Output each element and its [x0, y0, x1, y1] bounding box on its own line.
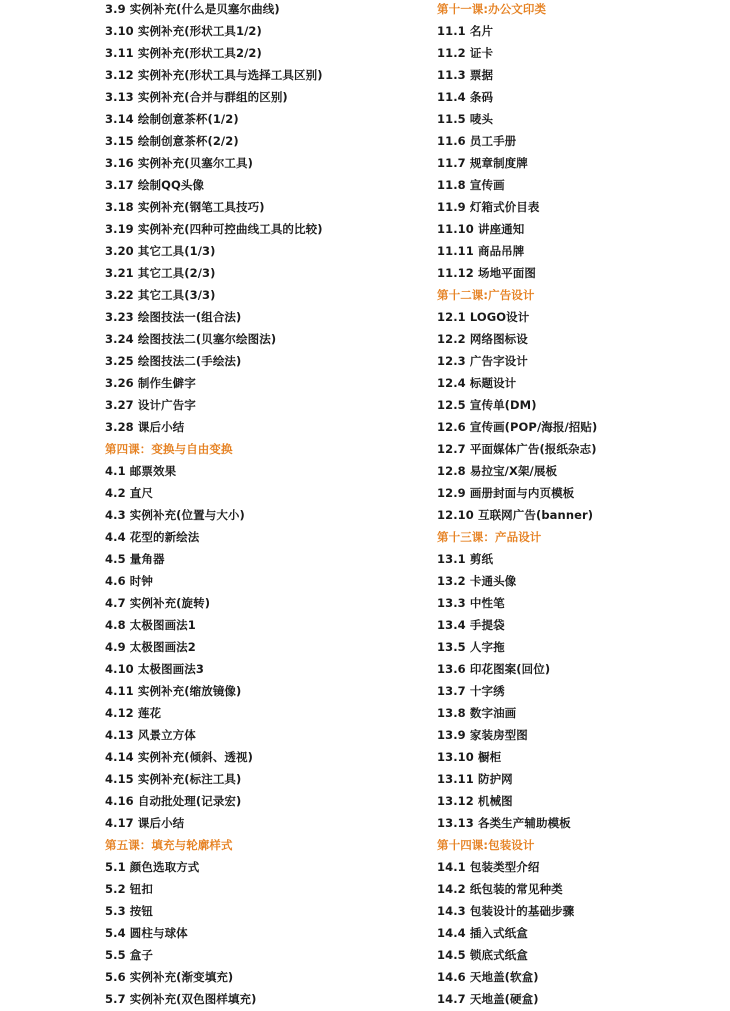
- list-item: 13.6 印花图案(回位): [437, 662, 551, 676]
- list-item: 13.5 人字拖: [437, 640, 505, 654]
- list-item: 3.17 绘制QQ头像: [105, 178, 205, 192]
- list-item: 4.12 莲花: [105, 706, 162, 720]
- list-item: 12.6 宣传画(POP/海报/招贴): [437, 420, 598, 434]
- section-heading: 第五课：填充与轮廓样式: [105, 838, 233, 852]
- list-item: 3.21 其它工具(2/3): [105, 266, 216, 280]
- list-item: 11.9 灯箱式价目表: [437, 200, 540, 214]
- list-item: 3.23 绘图技法一(组合法): [105, 310, 242, 324]
- list-item: 5.6 实例补充(渐变填充): [105, 970, 234, 984]
- list-item: 13.13 各类生产辅助模板: [437, 816, 571, 830]
- list-item: 13.1 剪纸: [437, 552, 494, 566]
- list-item: 14.3 包装设计的基础步骤: [437, 904, 575, 918]
- list-item: 3.14 绘制创意茶杯(1/2): [105, 112, 239, 126]
- list-item: 13.3 中性笔: [437, 596, 505, 610]
- list-item: 14.5 锁底式纸盒: [437, 948, 528, 962]
- list-item: 14.7 天地盖(硬盒): [437, 992, 539, 1006]
- list-item: 4.13 风景立方体: [105, 728, 196, 742]
- section-heading: 第十三课：产品设计: [437, 530, 542, 544]
- list-item: 13.2 卡通头像: [437, 574, 517, 588]
- list-item: 11.11 商品吊牌: [437, 244, 525, 258]
- list-item: 13.8 数字油画: [437, 706, 517, 720]
- left-column: [105, 0, 425, 1010]
- list-item: 4.5 量角器: [105, 552, 165, 566]
- list-item: 4.8 太极图画法1: [105, 618, 196, 632]
- list-item: 11.8 宣传画: [437, 178, 505, 192]
- list-item: 12.5 宣传单(DM): [437, 398, 537, 412]
- list-item: 12.7 平面媒体广告(报纸杂志): [437, 442, 597, 456]
- list-item: 3.22 其它工具(3/3): [105, 288, 216, 302]
- list-item: 4.11 实例补充(缩放镜像): [105, 684, 242, 698]
- section-heading: 第十四课:包装设计: [437, 838, 535, 852]
- list-item: 13.12 机械图: [437, 794, 513, 808]
- list-item: 5.1 颜色选取方式: [105, 860, 200, 874]
- list-item: 14.4 插入式纸盒: [437, 926, 528, 940]
- list-item: 12.3 广告字设计: [437, 354, 528, 368]
- list-item: 3.13 实例补充(合并与群组的区别): [105, 90, 288, 104]
- list-item: 3.25 绘图技法二(手绘法): [105, 354, 242, 368]
- list-item: 13.9 家装房型图: [437, 728, 528, 742]
- section-heading: 第十二课:广告设计: [437, 288, 535, 302]
- list-item: 4.14 实例补充(倾斜、透视): [105, 750, 253, 764]
- list-item: 14.6 天地盖(软盒): [437, 970, 539, 984]
- list-item: 4.7 实例补充(旋转): [105, 596, 211, 610]
- list-item: 11.6 员工手册: [437, 134, 517, 148]
- list-item: 12.8 易拉宝/X架/展板: [437, 464, 558, 478]
- list-item: 4.2 直尺: [105, 486, 153, 500]
- section-heading: 第十一课:办公文印类: [437, 2, 547, 16]
- list-item: 4.4 花型的新绘法: [105, 530, 200, 544]
- list-item: 3.15 绘制创意茶杯(2/2): [105, 134, 239, 148]
- list-item: 13.10 橱柜: [437, 750, 502, 764]
- list-item: 3.11 实例补充(形状工具2/2): [105, 46, 262, 60]
- list-item: 12.4 标题设计: [437, 376, 517, 390]
- list-item: 3.27 设计广告字: [105, 398, 196, 412]
- list-item: 11.3 票据: [437, 68, 494, 82]
- list-item: 4.15 实例补充(标注工具): [105, 772, 242, 786]
- list-item: 3.28 课后小结: [105, 420, 185, 434]
- list-item: 3.9 实例补充(什么是贝塞尔曲线): [105, 2, 280, 16]
- list-item: 5.3 按钮: [105, 904, 153, 918]
- list-item: 3.19 实例补充(四种可控曲线工具的比较): [105, 222, 323, 236]
- list-item: 11.2 证卡: [437, 46, 494, 60]
- list-item: 13.4 手提袋: [437, 618, 505, 632]
- list-item: 11.10 讲座通知: [437, 222, 525, 236]
- list-item: 3.20 其它工具(1/3): [105, 244, 216, 258]
- list-item: 12.9 画册封面与内页模板: [437, 486, 575, 500]
- list-item: 5.7 实例补充(双色图样填充): [105, 992, 257, 1006]
- list-item: 4.9 太极图画法2: [105, 640, 196, 654]
- list-item: 11.12 场地平面图: [437, 266, 536, 280]
- list-item: 14.2 纸包装的常见种类: [437, 882, 563, 896]
- list-item: 4.16 自动批处理(记录宏): [105, 794, 242, 808]
- list-item: 3.26 制作生僻字: [105, 376, 196, 390]
- list-item: 3.24 绘图技法二(贝塞尔绘图法): [105, 332, 277, 346]
- list-item: 11.1 名片: [437, 24, 494, 38]
- list-item: 12.1 LOGO设计: [437, 310, 530, 324]
- list-item: 12.2 网络图标设: [437, 332, 528, 346]
- right-column: [437, 0, 727, 1010]
- list-item: 3.16 实例补充(贝塞尔工具): [105, 156, 253, 170]
- list-item: 13.11 防护网: [437, 772, 513, 786]
- list-item: 12.10 互联网广告(banner): [437, 508, 594, 522]
- list-item: 13.7 十字绣: [437, 684, 505, 698]
- list-item: 5.4 圆柱与球体: [105, 926, 188, 940]
- list-item: 4.6 时钟: [105, 574, 153, 588]
- list-item: 3.10 实例补充(形状工具1/2): [105, 24, 262, 38]
- list-item: 4.10 太极图画法3: [105, 662, 204, 676]
- list-item: 11.5 唛头: [437, 112, 494, 126]
- list-item: 5.5 盒子: [105, 948, 153, 962]
- list-item: 3.12 实例补充(形状工具与选择工具区别): [105, 68, 323, 82]
- section-heading: 第四课：变换与自由变换: [105, 442, 233, 456]
- list-item: 3.18 实例补充(钢笔工具技巧): [105, 200, 265, 214]
- list-item: 11.4 条码: [437, 90, 494, 104]
- list-item: 4.17 课后小结: [105, 816, 185, 830]
- list-item: 4.3 实例补充(位置与大小): [105, 508, 245, 522]
- list-item: 5.2 钮扣: [105, 882, 153, 896]
- list-item: 14.1 包装类型介绍: [437, 860, 540, 874]
- list-item: 4.1 邮票效果: [105, 464, 177, 478]
- list-item: 11.7 规章制度牌: [437, 156, 528, 170]
